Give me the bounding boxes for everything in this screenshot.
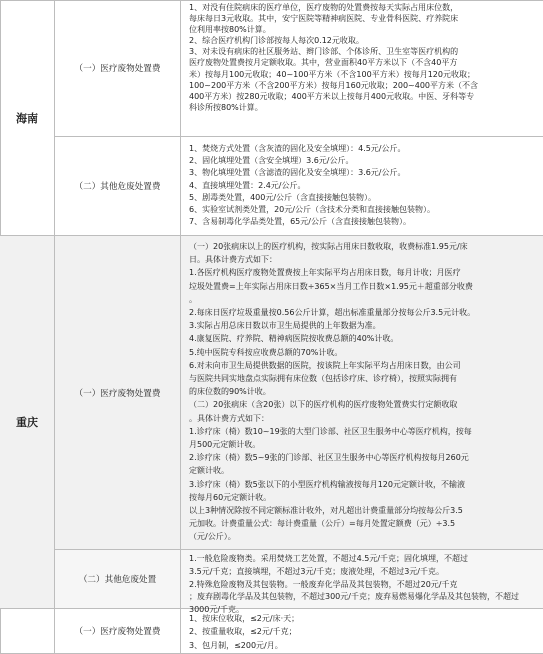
detail-line: 1、焚烧方式处置（含灰渣的固化及安全填埋）：4.5元/公斤。: [189, 144, 406, 153]
detail-line: 每床每日3元收取。其中，安宁医院等精神病医院、专业骨科医院、疗养院床: [189, 14, 459, 24]
category-label: （一）医疗废物处置费: [74, 64, 161, 74]
detail-line: 5、剧毒类处置，400元/公斤（含直接接触包装物）。: [189, 192, 377, 202]
detail-line: 4.康复医院、疗养院、精神病医院按收费总额的40%计收。: [189, 334, 399, 344]
detail-line: （二）20张病床（含20张）以下的医疗机构的医疗废物处置费实行定额收取: [189, 400, 458, 410]
category-label: （一）医疗废物处置费: [74, 627, 161, 637]
detail-line: 1、按床位收取，≤2元/床·天；: [189, 614, 300, 623]
detail-line: 6、实验室试剂类处置，20元/公斤（含技术分类和直接接触包装物）。: [189, 205, 435, 215]
detail-line: 3.5元/千克；直接填埋，不超过3元/千克；废液处理，不超过3元/千克。: [189, 566, 444, 576]
category-label: （一）医疗废物处置费: [74, 388, 161, 399]
detail-line: 。具体计费方式如下：: [189, 413, 269, 423]
detail-line: 2、固化填埋处置（含安全填埋）3.6元/公斤。: [189, 156, 354, 166]
detail-line: 2.诊疗床（椅）数5~9张的门诊部、社区卫生服务中心等医疗机构按每月260元: [189, 453, 469, 463]
province-cell-chongqing: [0, 236, 55, 609]
detail-cell: [181, 137, 543, 236]
detail-line: 4、直接填埋处置：2.4元/公斤。: [189, 180, 306, 190]
detail-line: 医疗废物处置费按月定额收取。其中，营业面积40平方米以下（不含40平方: [189, 58, 458, 68]
detail-line: 。: [189, 294, 197, 304]
category-label: （二）其他危废处置: [78, 575, 157, 585]
detail-line: 3、物化填埋处置（含滤渣的固化及安全填埋）：3.6元/公斤。: [189, 168, 406, 178]
detail-line: 米）按每月100元收取；40~100平方米（不含100平方米）按每月120元收取；: [189, 69, 475, 79]
detail-line: 400平方米）按280元收取；400平方米以上按每月400元收取。中医、牙科等专: [189, 91, 475, 101]
detail-cell: [181, 550, 543, 615]
detail-line: 1.一般危险废物类。采用焚烧工艺处置，不超过4.5元/千克；固化填埋，不超过: [189, 554, 469, 563]
category-cell: [55, 137, 181, 236]
detail-line: 的床位数的90%计收。: [189, 387, 271, 397]
category-cell: [55, 609, 181, 654]
detail-line: ；废弃剧毒化学品及其包装物，不超过300元/千克；废弃易燃易爆化学品及其包装物，不超过3000元/千克。: [189, 592, 519, 615]
detail-cell: [181, 609, 543, 654]
detail-line: 1.各医疗机构医疗废物处置费按上年实际平均占用床日数，每月计收；月医疗: [189, 268, 461, 278]
detail-line: 3.诊疗床（椅）数5张以下的小型医疗机构输液按每月120元定额计收，不输液: [189, 479, 465, 489]
province-cell-hainan: [0, 0, 55, 236]
detail-line: 元加收。计费重量公式：每计费重量（公斤）=每月处置定额费（元）÷3.5: [189, 519, 456, 529]
category-label: （二）其他危废处置费: [74, 182, 161, 192]
detail-line: 1.诊疗床（椅）数10~19张的大型门诊部、社区卫生服务中心等医疗机构，按每: [189, 426, 472, 436]
detail-line: （一）20张病床以上的医疗机构，按实际占用床日数收取，收费标准1.95元/床: [189, 242, 468, 251]
detail-line: 月500元定额计收。: [189, 440, 261, 450]
detail-line: 以上3种情况除按不同定额标准计收外，对凡超出计费重量部分均按每公斤3.5: [189, 506, 463, 516]
detail-line: 3.实际占用总床日数以市卫生局提供的上年数据为准。: [189, 321, 381, 331]
detail-line: 5.纯中医院专科按应收费总额的70%计收。: [189, 347, 343, 357]
detail-line: 按每月60元定额计收。: [189, 492, 272, 502]
detail-cell: [181, 0, 543, 137]
detail-line: 3、包月制，≤200元/月。: [189, 640, 283, 650]
detail-line: 日。具体计费方式如下：: [189, 255, 277, 265]
province-label: 海南: [16, 111, 38, 125]
detail-line: 位利用率按80%计算。: [189, 25, 271, 35]
detail-line: 1、对没有住院病床的医疗单位，医疗废物的处置费按每天实际占用床位数，: [189, 3, 459, 12]
detail-line: 与医院共同实地盘点实际拥有床位数（包括诊疗床、诊疗椅），按照实际拥有: [189, 374, 457, 384]
category-cell: [55, 0, 181, 137]
detail-line: 2、按重量收取，≤2元/千克；: [189, 627, 297, 637]
detail-line: 垃圾处置费=上年实际占用床日数÷365×当月工作日数×1.95元＋超重部分收费: [189, 281, 473, 291]
detail-line: 2、综合医疗机构门诊部按每人每次0.12元收取。: [189, 36, 364, 46]
detail-line: 2.特殊危险废物及其包装物。一般废弃化学品及其包装物，不超过20元/千克: [189, 579, 458, 589]
category-cell: [55, 236, 181, 550]
detail-line: 3、对未设有病床的社区服务站、辫门诊部、个体诊所、卫生室等医疗机构的: [189, 47, 459, 57]
province-label: 重庆: [16, 416, 38, 429]
detail-line: 定额计收。: [189, 466, 229, 476]
detail-cell: [181, 236, 543, 550]
detail-line: 6.对未向市卫生局提供数据的医院，按该院上年实际平均占用床日数，由公司: [189, 360, 461, 370]
detail-line: 100~200平方米（不含200平方米）按每月160元收取；200~400平方米（不含: [189, 80, 479, 90]
detail-line: （元/公斤）。: [189, 532, 236, 542]
detail-line: 7、含易制毒化学品类处置，65元/公斤（含直接接触包装物）。: [189, 217, 411, 227]
detail-line: 科诊所按80%计算。: [189, 102, 263, 112]
detail-line: 2.每床日医疗垃圾重量按0.56公斤计算，超出标准重量部分按每公斤3.5元计收。: [189, 308, 476, 318]
province-cell: [0, 609, 55, 654]
category-cell: [55, 550, 181, 609]
